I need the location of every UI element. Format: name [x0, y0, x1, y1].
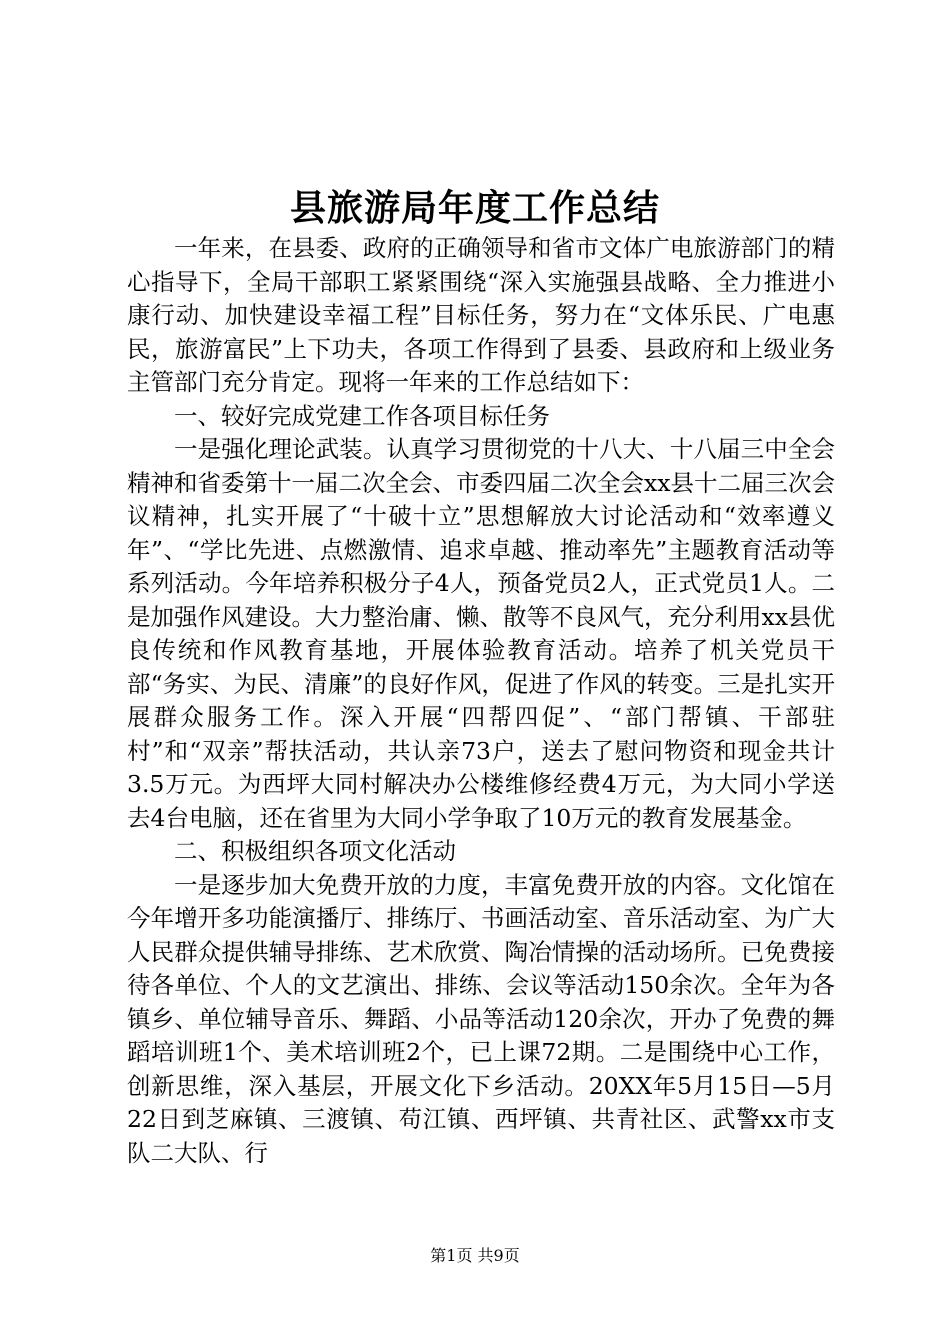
section-heading-party-building: 一、较好完成党建工作各项目标任务 [174, 401, 550, 430]
document-title: 县旅游局年度工作总结 [289, 187, 660, 229]
paragraph-party-building: 一是强化理论武装。认真学习贯彻党的十八大、十八届三中全会精神和省委第十一届二次全会、市委四届二次全会xx县十二届三次会议精神，扎实开展了“十破十立”思想解放大讨论活动和“效率遵义年”、“学比先进、点燃激情、追求卓越、推动率先”主题教育活动等系列活动。今年培养积极分子4人，预备党员2人，正式党员1人。二是加强作风建设。大力整治庸、懒、散等不良风气，充分利用xx县优良传统和作风教育基地，开展体验教育活动。培养了机关党员干部“务实、为民、清廉”的良好作风，促进了作风的转变。三是扎实开展群众服务工作。深入开展“四帮四促”、“部门帮镇、干部驻村”和“双亲”帮扶活动，共认亲73户，送去了慰问物资和现金共计3.5万元。为西坪大同村解决办公楼维修经费4万元，为大同小学送去4台电脑，还在省里为大同小学争取了10万元的教育发展基金。 [127, 435, 836, 832]
paragraph-intro: 一年来，在县委、政府的正确领导和省市文体广电旅游部门的精心指导下，全局干部职工紧紧围绕“深入实施强县战略、全力推进小康行动、加快建设幸福工程”目标任务，努力在“文体乐民、广电惠民，旅游富民”上下功夫，各项工作得到了县委、县政府和上级业务主管部门充分肯定。现将一年来的工作总结如下： [127, 234, 835, 396]
section-heading-cultural-activities: 二、积极组织各项文化活动 [174, 837, 456, 865]
document-body [127, 232, 835, 1170]
paragraph-cultural-activities: 一是逐步加大免费开放的力度，丰富免费开放的内容。文化馆在今年增开多功能演播厅、排练厅、书画活动室、音乐活动室、为广大人民群众提供辅导排练、艺术欣赏、陶冶情操的活动场所。已免费接待各单位、个人的文艺演出、排练、会议等活动150余次。全年为各镇乡、单位辅导音乐、舞蹈、小品等活动120余次，开办了免费的舞蹈培训班1个、美术培训班2个，已上课72期。二是围绕中心工作，创新思维，深入基层，开展文化下乡活动。20XX年5月15日—5月22日到芝麻镇、三渡镇、苟江镇、西坪镇、共青社区、武警xx市支队二大队、行 [127, 870, 835, 1167]
page-number-footer: 第1页 共9页 [430, 1246, 520, 1265]
